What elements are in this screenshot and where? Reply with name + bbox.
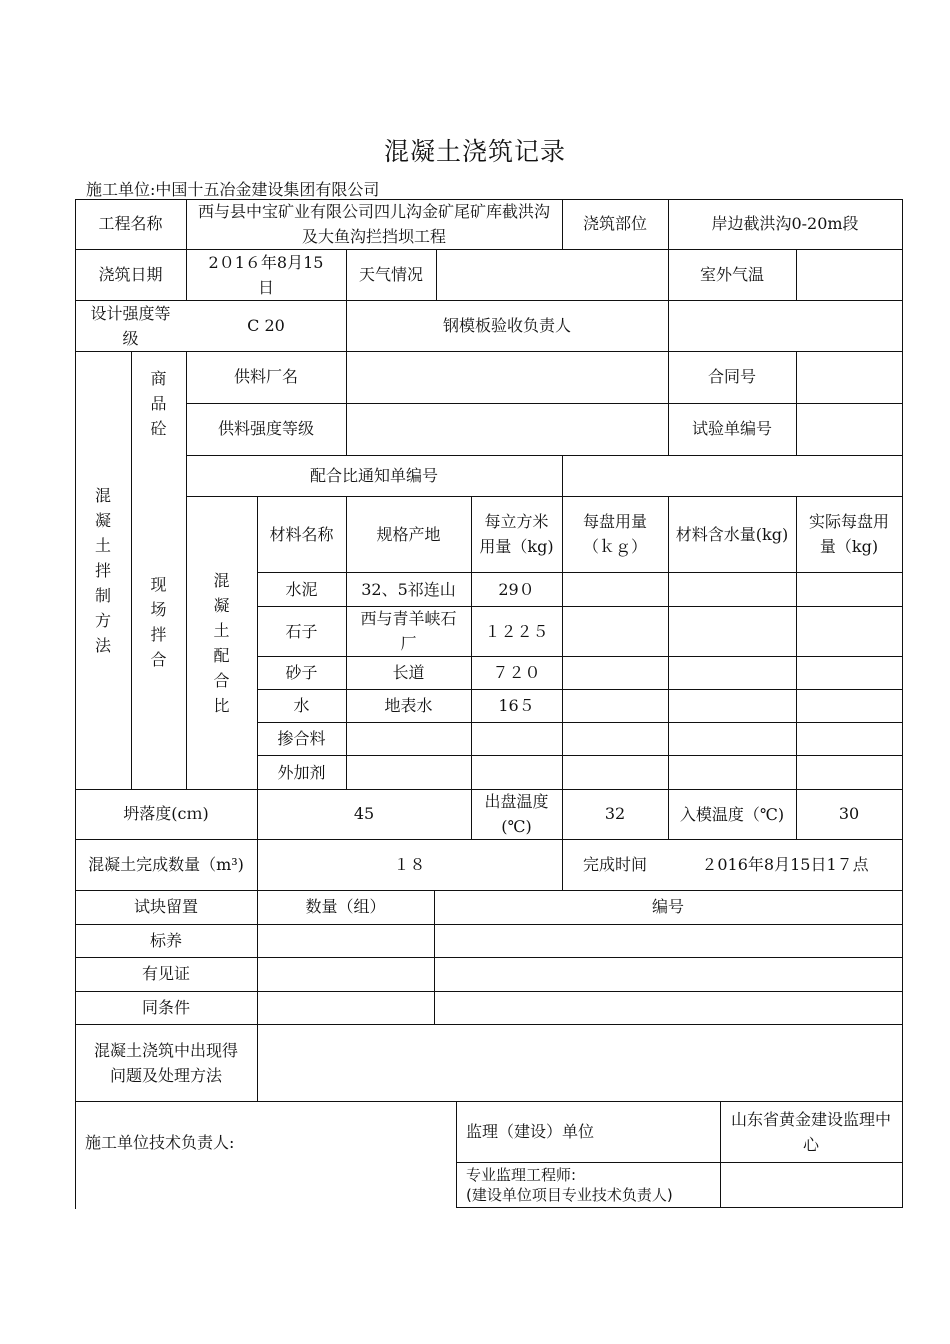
finish-time-value: ２016年8月15日1７点 (701, 854, 869, 874)
finish-time-label: 完成时间 (582, 854, 647, 874)
material-cell: 16５ (498, 696, 535, 715)
contract-label: 合同号 (707, 367, 756, 386)
material-cell (346, 722, 471, 755)
pour-location-label: 浇筑部位 (582, 214, 647, 233)
material-cell: 29０ (498, 579, 535, 599)
supply-grade-value (346, 403, 668, 455)
project-name-label: 工程名称 (98, 214, 163, 233)
problems-label: 混凝土浇筑中出现得问题及处理方法 (93, 1040, 238, 1085)
specimen-number-cell (434, 991, 902, 1024)
material-cell (562, 572, 668, 606)
construction-unit: 施工单位:中国十五冶金建设集团有限公司 (86, 180, 380, 199)
material-cell: 砂子 (285, 663, 318, 682)
material-cell: ７２０ (492, 663, 541, 682)
material-cell: 外加剂 (277, 762, 326, 782)
material-cell (471, 755, 562, 789)
material-cell: 地表水 (384, 696, 433, 715)
material-cell (668, 755, 796, 789)
specimen-count-label: 数量（组） (305, 897, 386, 916)
per-m3-header: 每立方米用量（kg) (479, 512, 554, 556)
design-grade-label: 设计强度等级 (90, 303, 171, 348)
slump-value: 45 (353, 804, 375, 823)
table-rule (902, 199, 903, 1208)
material-cell (562, 656, 668, 689)
design-grade-value: C 20 (247, 315, 285, 335)
material-cell: 32、5祁连山 (361, 579, 456, 599)
outdoor-temp-value (796, 249, 902, 300)
material-cell: 石子 (285, 621, 318, 641)
supplier-label: 供料厂名 (233, 367, 298, 386)
outdoor-temp-label: 室外气温 (699, 264, 764, 284)
material-cell: 掺合料 (277, 729, 326, 748)
specimen-count-cell (257, 957, 434, 991)
page-title: 混凝土浇筑记录 (383, 137, 566, 166)
mix-method-label: 混凝土拌制方法 (94, 485, 111, 655)
supply-grade-label: 供料强度等级 (217, 419, 314, 438)
specimen-row-label: 同条件 (141, 997, 190, 1017)
specimen-row-label: 标养 (149, 930, 182, 950)
specimen-count-cell (257, 991, 434, 1024)
specimen-row-label: 有见证 (141, 964, 190, 983)
actual-batch-header: 实际每盘用量（kg) (808, 512, 889, 556)
material-name-header: 材料名称 (269, 524, 334, 544)
material-cell (796, 656, 902, 689)
material-cell (562, 755, 668, 789)
material-cell (562, 606, 668, 656)
material-cell (796, 722, 902, 755)
spec-origin-header: 规格产地 (376, 524, 441, 544)
out-temp-label: 出盘温度(℃) (484, 792, 549, 836)
material-cell (668, 606, 796, 656)
material-cell: 西与青羊峡石厂 (360, 609, 457, 653)
mix-ratio-label: 混凝土配合比 (213, 570, 230, 715)
commercial-concrete-label: 商品砼 (150, 368, 167, 438)
problems-value (257, 1024, 902, 1101)
tech-lead-label: 施工单位技术负责人: (85, 1133, 235, 1152)
material-cell (562, 689, 668, 722)
material-cell (796, 689, 902, 722)
owner-tech-lead-label: (建设单位项目专业技术负责人) (466, 1185, 673, 1204)
supervising-engineer-label: 专业监理工程师: (466, 1165, 577, 1184)
in-temp-label: 入模温度（℃) (679, 804, 785, 824)
specimen-label: 试块留置 (133, 897, 198, 916)
pour-location-value: 岸边截洪沟0-20m段 (711, 214, 859, 233)
formwork-label: 钢模板验收负责人 (442, 315, 571, 335)
material-cell (668, 572, 796, 606)
material-cell: 长道 (392, 663, 425, 682)
test-no-value (796, 403, 902, 455)
material-cell (668, 722, 796, 755)
per-batch-header: 每盘用量（ｋｇ） (582, 512, 647, 556)
pour-date-value: 2０1６年8月15日 (208, 252, 324, 297)
material-cell (796, 572, 902, 606)
weather-value (436, 249, 668, 300)
material-cell: 水 (293, 696, 310, 715)
specimen-number-label: 编号 (651, 897, 684, 916)
pour-date-label: 浇筑日期 (98, 264, 163, 284)
material-cell (796, 755, 902, 789)
supervisor-label: 监理（建设）单位 (466, 1121, 595, 1141)
specimen-number-cell (434, 924, 902, 957)
supervising-engineer-block (456, 1162, 720, 1207)
material-cell (796, 606, 902, 656)
material-cell: 水泥 (285, 579, 318, 599)
project-name-value: 西与县中宝矿业有限公司四儿沟金矿尾矿库截洪沟及大鱼沟拦挡坝工程 (198, 202, 551, 246)
quantity-value: １８ (393, 854, 426, 874)
notice-no-value (562, 455, 902, 496)
table-rule (456, 1207, 903, 1208)
quantity-label: 混凝土完成数量（m³) (88, 855, 244, 874)
material-cell (668, 689, 796, 722)
supervisor-value: 山东省黄金建设监理中心 (730, 1109, 891, 1154)
specimen-count-cell (257, 924, 434, 957)
contract-value (796, 351, 902, 403)
weather-label: 天气情况 (358, 264, 423, 284)
material-cell (562, 722, 668, 755)
in-temp-value: 30 (838, 804, 860, 823)
material-cell: １２２５ (484, 621, 549, 641)
out-temp-value: 32 (604, 804, 626, 823)
specimen-number-cell (434, 957, 902, 991)
supplier-value (346, 351, 668, 403)
notice-no-label: 配合比通知单编号 (309, 465, 438, 485)
material-cell (346, 755, 471, 789)
material-cell (668, 656, 796, 689)
onsite-mix-label: 现场拌合 (150, 575, 167, 669)
slump-label: 坍落度(cｍ) (123, 804, 209, 823)
moisture-header: 材料含水量(kg) (675, 524, 789, 544)
test-no-label: 试验单编号 (691, 419, 772, 438)
material-cell (471, 722, 562, 755)
formwork-value (668, 300, 902, 351)
